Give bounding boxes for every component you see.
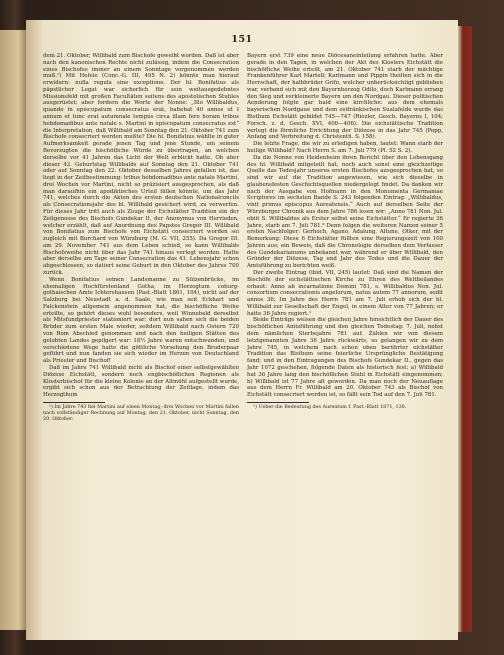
right-paragraph-4: Der zweite Eintrag (ibid. VII, 245) lautet: Daß sind die Namen der Bischöfe der eichstättischen Kirche zu Ehren des Weltheilandes erbaut: Anno ab incarnatione Domini 781, s. Willibaldus Non. Jul. consortium consecrationis angelorum, natus autem 77 annorum, sedit annos 36; Im Jahre des Herrn 781 am 7. Juli erhob sich der hl. Willibald zur Gesellschaft der Engel, in einem Alter von 77 Jahren; er hatte 36 Jahre regiert.¹ [247, 270, 443, 317]
footnote-rule-left [43, 402, 105, 403]
right-book-edge [458, 26, 472, 632]
left-paragraph-3: Daß im Jahre 741 Willibald nicht als Bischof einer selbstgewählten Diözese Eichstätt, sondern noch engbischöflichen Regionen als Klosterbischof für die kleine Kolonie an der Altmühl aufgestellt wurde, ergibt sich schon aus der Betrachtung der Zeitlage, indem das Herzogthum [43, 364, 239, 399]
footnote-rule-right [247, 402, 309, 403]
right-paragraph-2: Die letzte Frage, die wir zu erledigen haben, lautet: Wann starb der heilige Willibald? Nach Herrn S. am 7. Juli 779 (Pl. 52 S. 2). [247, 141, 443, 154]
page-number: 151 [231, 34, 253, 45]
right-paragraph-5: Beide Einträge weisen die gleichen Jahre hinsichtlich der Dauer des bischöflichen Amtsführung und den gleichen Todestag: 7. Juli, nebst dem nämlichen Sterbejahre 781 auf. Zählen wir von diesem letztgenannten Jahre 36 Jahre rückwärts, so gelangen wir zu dem Jahre 745, in welchem nach schon oben berührter eichstätter Tradition das Bisthum seine feierliche Ursprüngliche Bestätigung fand; und in den Eintragungen des Bischofs Gundekar II., gegen das Jahr 1072 geschehen, folgende Daten als historisch fest: a) Willibald hat 36 Jahre lang den bischöflichen Stuhl in Eichstätt eingenommen; b) Willibald ist 77 Jahre alt geworden. Da man noch der Neuauflage aus dem Herrn Fr. Willibald am 20. Oktober 743 als Bischof von Eichstätt consecriert worden ist, so fällt sein Tod auf den 7. Juli 781. [247, 317, 443, 399]
left-column [43, 53, 239, 613]
left-paragraph-2: Wenn Bonifatius seinen Landsmanne zu Sülzenbrücke, im ehemaligen Hochfürstenland Gotha, im Herzogtum coburg-gothaischen Amte Ichtershausen (Past.-Blatt 1861, 104), nicht auf der Salzburg bei Neustadt a. d. Saale, wie man seit Eckhart und Falckenstein allgemein angenommen hat, die bischöfliche Weihe erteilte, so gehört dieses wohl besonders, weil Winnebald derselbst als Mitsfundpriester stationiert war: dort nun sahen sich die beiden Brüder zum ersten Male wieder, seitdem Willibald nach Ostern 720 von Rom Abschied genommen und nach den heiligen Stätten des gelobten Landes gepilgert war: 18½ Jahre waren entschwunden; und verschiedene Wege hatte die göttliche Vorsehung den Bruderpaar geführt und nun fanden sie sich wieder im Herzen von Deutschland als Priester und Bischof! [43, 276, 239, 365]
left-page-edge [0, 30, 26, 630]
right-paragraph-3: Da die Nonne von Heidenheim ihren Bericht über den Lebensgang des hl. Willibald mitgeteilt hat, noch auch sonst eine gleichzeitige Quelle das Todesjahr unseres ersten Bischofes ausgesprochen hat, so sind wir auf die Tradition angewiesen, wie sich dieselbe in glaubensfesten Geschichtsquellen niedergelegt findet. Da danken wir nach der Ausgabe von Hofmann in den Monumenta Germaniae Scriptores im sechsten Bande S. 243 folgenden Eintrag: „Willibaldus, vixit primus episcopus Aureatensis.“ Auch auf derselben Seite der Würzburger Chronik aus dem Jahre 786 lesen wir: „Anno 781 Non. Jul. obiit S. Willibaldus als Erster selbst seine Eichstätter.“ Er regierte 36 Jahre, starb am 7. Juli 781.⁹ Denn folgen die weiteren Namen seiner 5 ersten Nachfolger: Gerhoch, Agano, Adalung, Altune, Otker, mit der Bemerkung: Diese 6 Eichstätter füllten eine Regierungszeit von 100 Jahren aus; ein Beweis, daß die Chronologie derselben dem Verfasser des Gundekarianums unbekannt war, während er über Willibald, den Gründer der Diözese, Tag und Jahr des Todes und die Dauer der Amtsführung zu berichten weiß. [247, 154, 443, 270]
left-paragraph-1: dem 21. Oktober, Willibald zum Bischofe geweiht worden. Daß ist aber nach den kanonischen Rechte nicht zulässig, indem die Consecration eines Bischofes immer an einem Sonntage vorgenommen werden muß.¹) Mit Hefele (Conc.-G. III, 495 N. 2) könnte man hierauf erwidern: nulla regula sine exceptione. Der hl. Bonifatius als päpstlicher Legat war sicherlich für sein weitausgedehntes Missionsfeld mit großen Facultäten seitens des apostolischen Stuhles ausgerüstet; aber fordern die Worte der Nonne: „Illo Willibaldus, quando in episcopatum consecratus erat, habebat 40 annos et I annum et tunc erat autumnale tempus circa illam fero horam tribus hebdomadibus ante natale s. Martini in episcopatum consecratus est“ die Interpretation, daß Willibald am Sonntag den 21. Oktober 741 zum Bischofe consecriert werden mußte? Die hl. Bonifatius wählte in guter Aufmerksamkeit gerade jenen Tag und jene Stunde, um seinem Bevorzugten die bischöfliche Würde zu übertragen, an welchen derselbe vor 41 Jahren das Licht der Welt erblickt hatte. Ob aber dieser 42. Geburtstag Willibalds auf Sonntag den 21. Oktober 741 oder auf Sonntag den 22. Oktober desselben Jahres gefallen ist, das liegt in der Zeitbestimmung: tribus hebdomadibus ante natale Martini, drei Wochen vor Martini, nicht so präzisiert ausgesprochen, als daß man daraufhin ein apodiktisches Urteil fällen könnte, um das Jahr 741, welches durch die Akten des ersten deutschen Nationalconcils als Consecrationsjahr des hl. Willibald gesichert wird, zu verwerfen. Für dieses Jahr tritt auch als Zeuge der Eichstätter Tradition ein der Zeitgenosse des Bischofs Gundekar II, der Anonymus von Herrieden, welcher erzählt, daß auf Anordnung des Papstes Gregor III. Willibald von Bonifatius zum Bischofe von Eichstätt consecriert worden sei zugleich mit Burchard von Würzburg (M. G. VII, 255). Da Gregor III. am 29. November 741 aus dem Leben schied, so kann Willibalds Bischofsweihe nicht über das Jahr 741 hinaus verlegt werden. Hatte aber derselbe am Tage seiner Consecration das 41. Lebensjahr schon abgeschlossen, so datiert seine Geburt in den Oktober des Jahres 700 zurück. [43, 53, 239, 276]
right-paragraph-1: Bayern erst 739 eine neue Diöcesaneinteilung erfahren hatte. Aber gerade in den Tagen, in welchen der Akt des Klosters Eichstätt die bischöfliche Weihe erteilt, am 21. Oktober 741 starb der mächtige Frankenführer Karl Martell; Karlmann und Pippin theilten sich in die Herrschaft, der halbbrüder Grifo, welcher unberücksichtigt geblieben war, verband sich mit den Bayernherzog Odilo, doch Karlmann errang den Sieg und verkleinerte Bayern um den Nordgau. Dieser politischen Aenderung folgte gar bald eine kirchliche: aus dem ehemals bayerischen Nordgaue und dem ostfränkischen Sualafelde wurde das Bisthum Eichstätt gebildet 745—747 (Riezler, Gesch. Bayerns I, 104; Forsch. z. d. Gesch. XVI, 400—406). Die eichstättische Tradition verlegt die förmliche Errichtung der Diözese in das Jahr 745 (Popp, Anfang und Verbreitung d. Christenth. S. 158). [247, 53, 443, 141]
left-footnote: ¹) Im Jahre 743 fiel Martini auf einen Montag; drei Wochen vor Martini fallen nach vollständiger Rechnung auf Montag, den 21. Oktober, nicht Sonntag, den 20. Oktober. [43, 404, 239, 423]
right-column [247, 53, 443, 613]
right-footnote: ¹) Ueber die Bedeutung des Aureatum f. Past.-Blatt 1871, 130. [253, 404, 407, 411]
book-page [26, 20, 458, 640]
